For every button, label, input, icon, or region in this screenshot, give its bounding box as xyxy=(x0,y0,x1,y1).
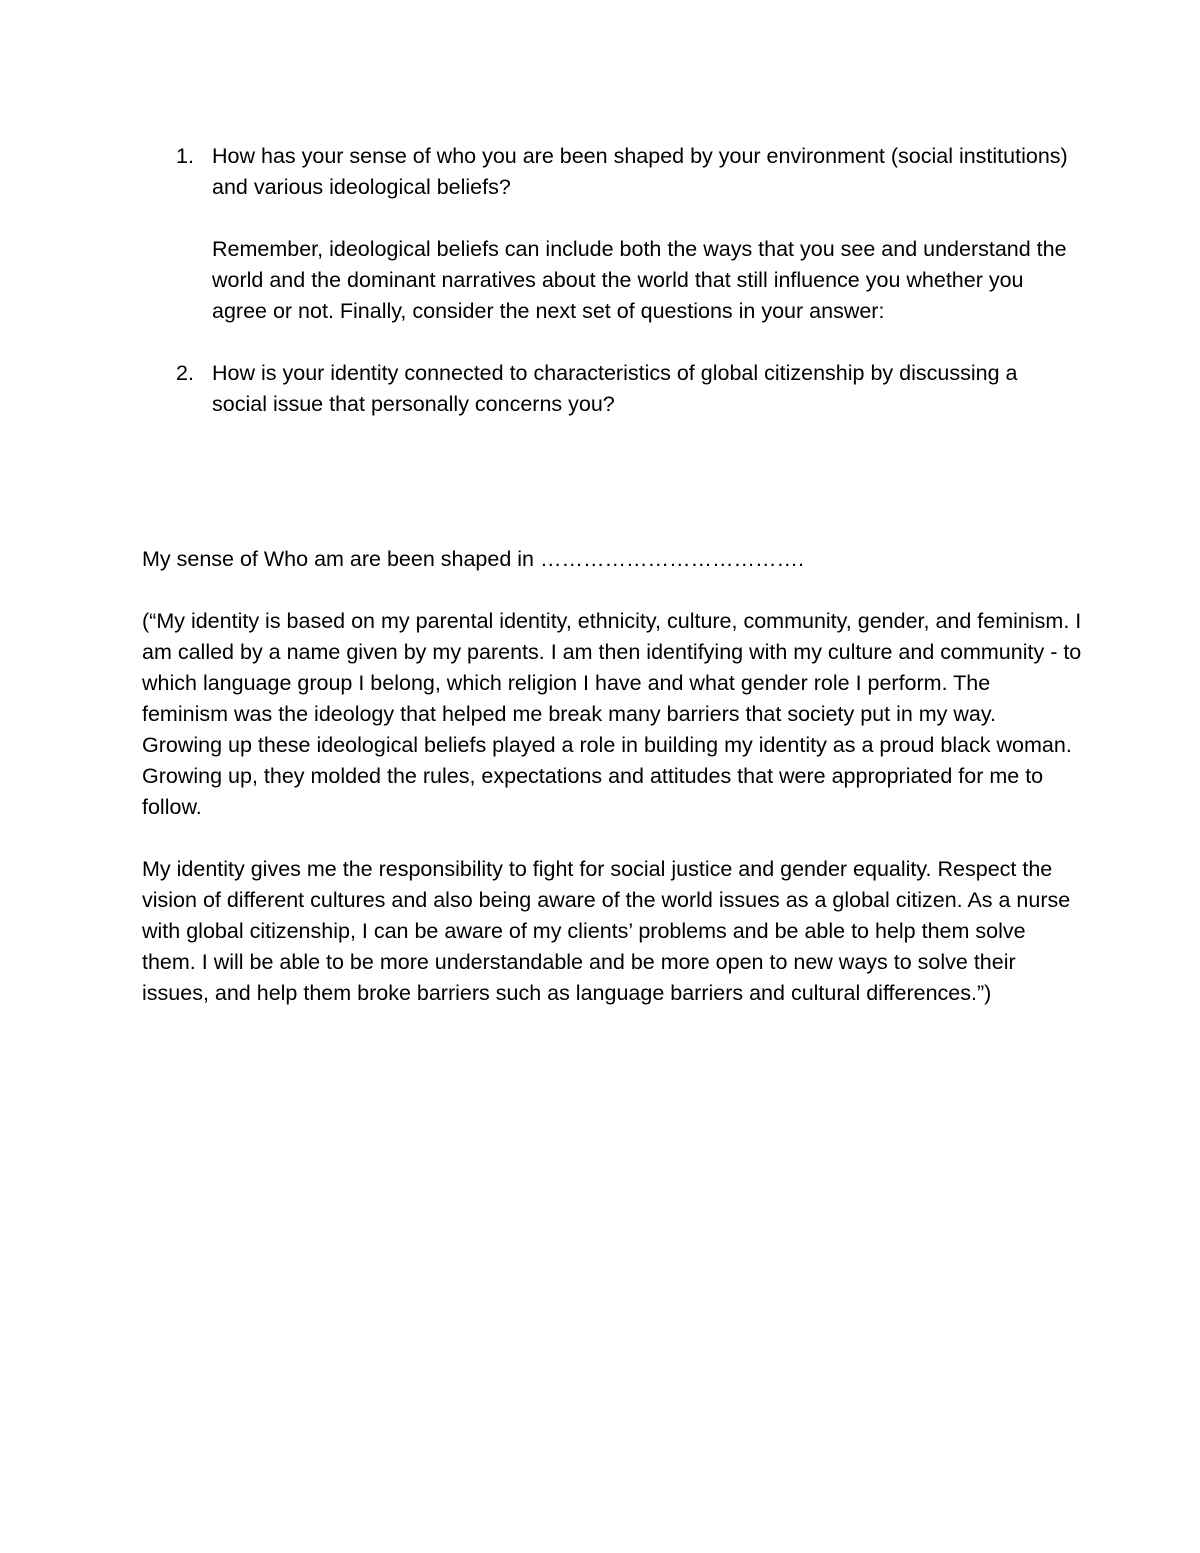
question-list xyxy=(140,141,1070,420)
question-note: Remember, ideological beliefs can include both the ways that you see and understand the world and the dominant narratives about the world that still influence you whether you agree or not. Finally, consider the next set of questions in your answer: xyxy=(212,237,1067,323)
answer-section xyxy=(142,544,1082,1009)
question-item-2 xyxy=(140,358,1070,420)
answer-paragraph-2: My identity gives me the responsibility to fight for social justice and gender equality. Respect the vision of different cultures and also being aware of the world issues as a global citizen. As a nurse with global citizenship, I can be aware of my clients’ problems and be able to help them solve them. I will be able to be more understandable and be more open to new ways to solve their issues, and help them broke barriers such as language barriers and cultural differences.”) xyxy=(142,857,1071,1005)
answer-paragraph-1: (“My identity is based on my parental identity, ethnicity, culture, community, gender, and feminism. I am called by a name given by my parents. I am then identifying with my culture and community - to which language group I belong, which religion I have and what gender role I perform. The feminism was the ideology that helped me break many barriers that society put in my way. Growing up these ideological beliefs played a role in building my identity as a proud black woman. Growing up, they molded the rules, expectations and attitudes that were appropriated for me to follow. xyxy=(142,609,1082,819)
answer-prompt: My sense of Who am are been shaped in ………………………………. xyxy=(142,547,804,571)
question-text: How has your sense of who you are been shaped by your environment (social institutions) and various ideological beliefs? xyxy=(212,144,1068,199)
question-number: 2. xyxy=(176,361,194,385)
question-text: How is your identity connected to characteristics of global citizenship by discussing a social issue that personally concerns you? xyxy=(212,361,1018,416)
question-item-1 xyxy=(140,141,1070,327)
question-number: 1. xyxy=(176,144,194,168)
